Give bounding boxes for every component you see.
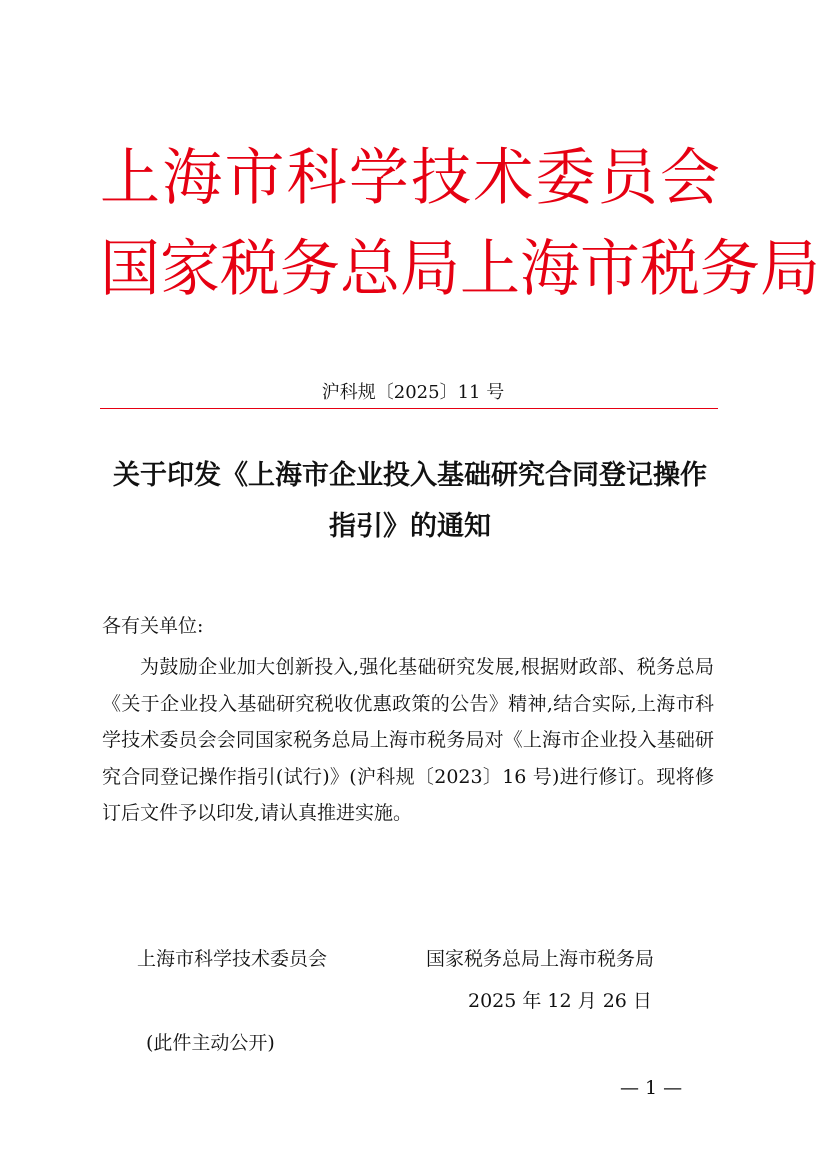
signature-date: 2025 年 12 月 26 日 bbox=[468, 990, 652, 1012]
signature-issuer-right: 国家税务总局上海市税务局 bbox=[426, 948, 655, 970]
document-number: 沪科规〔2025〕11 号 bbox=[321, 382, 505, 403]
letterhead-line-1: 上海市科学技术委员会 bbox=[100, 142, 720, 214]
red-divider bbox=[100, 408, 718, 409]
salutation: 各有关单位: bbox=[102, 615, 204, 637]
letterhead-line-2: 国家税务总局上海市税务局 bbox=[100, 233, 820, 305]
disclosure-note: (此件主动公开) bbox=[146, 1032, 275, 1054]
page-number: — 1 — bbox=[620, 1077, 683, 1099]
document-title: 关于印发《上海市企业投入基础研究合同登记操作指引》的通知 bbox=[113, 460, 707, 542]
signature-issuer-left: 上海市科学技术委员会 bbox=[137, 948, 328, 970]
body-paragraph: 为鼓励企业加大创新投入,强化基础研究发展,根据财政部、税务总局《关于企业投入基础研究税收优惠政策的公告》精神,结合实际,上海市科学技术委员会会同国家税务总局上海市税务局对《上海市企业投入基础研究合同登记操作指引(试行)》(沪科规〔2023〕16 号)进行修订。现将修订后文件予以印发,请认真推进实施。 bbox=[102, 656, 714, 824]
